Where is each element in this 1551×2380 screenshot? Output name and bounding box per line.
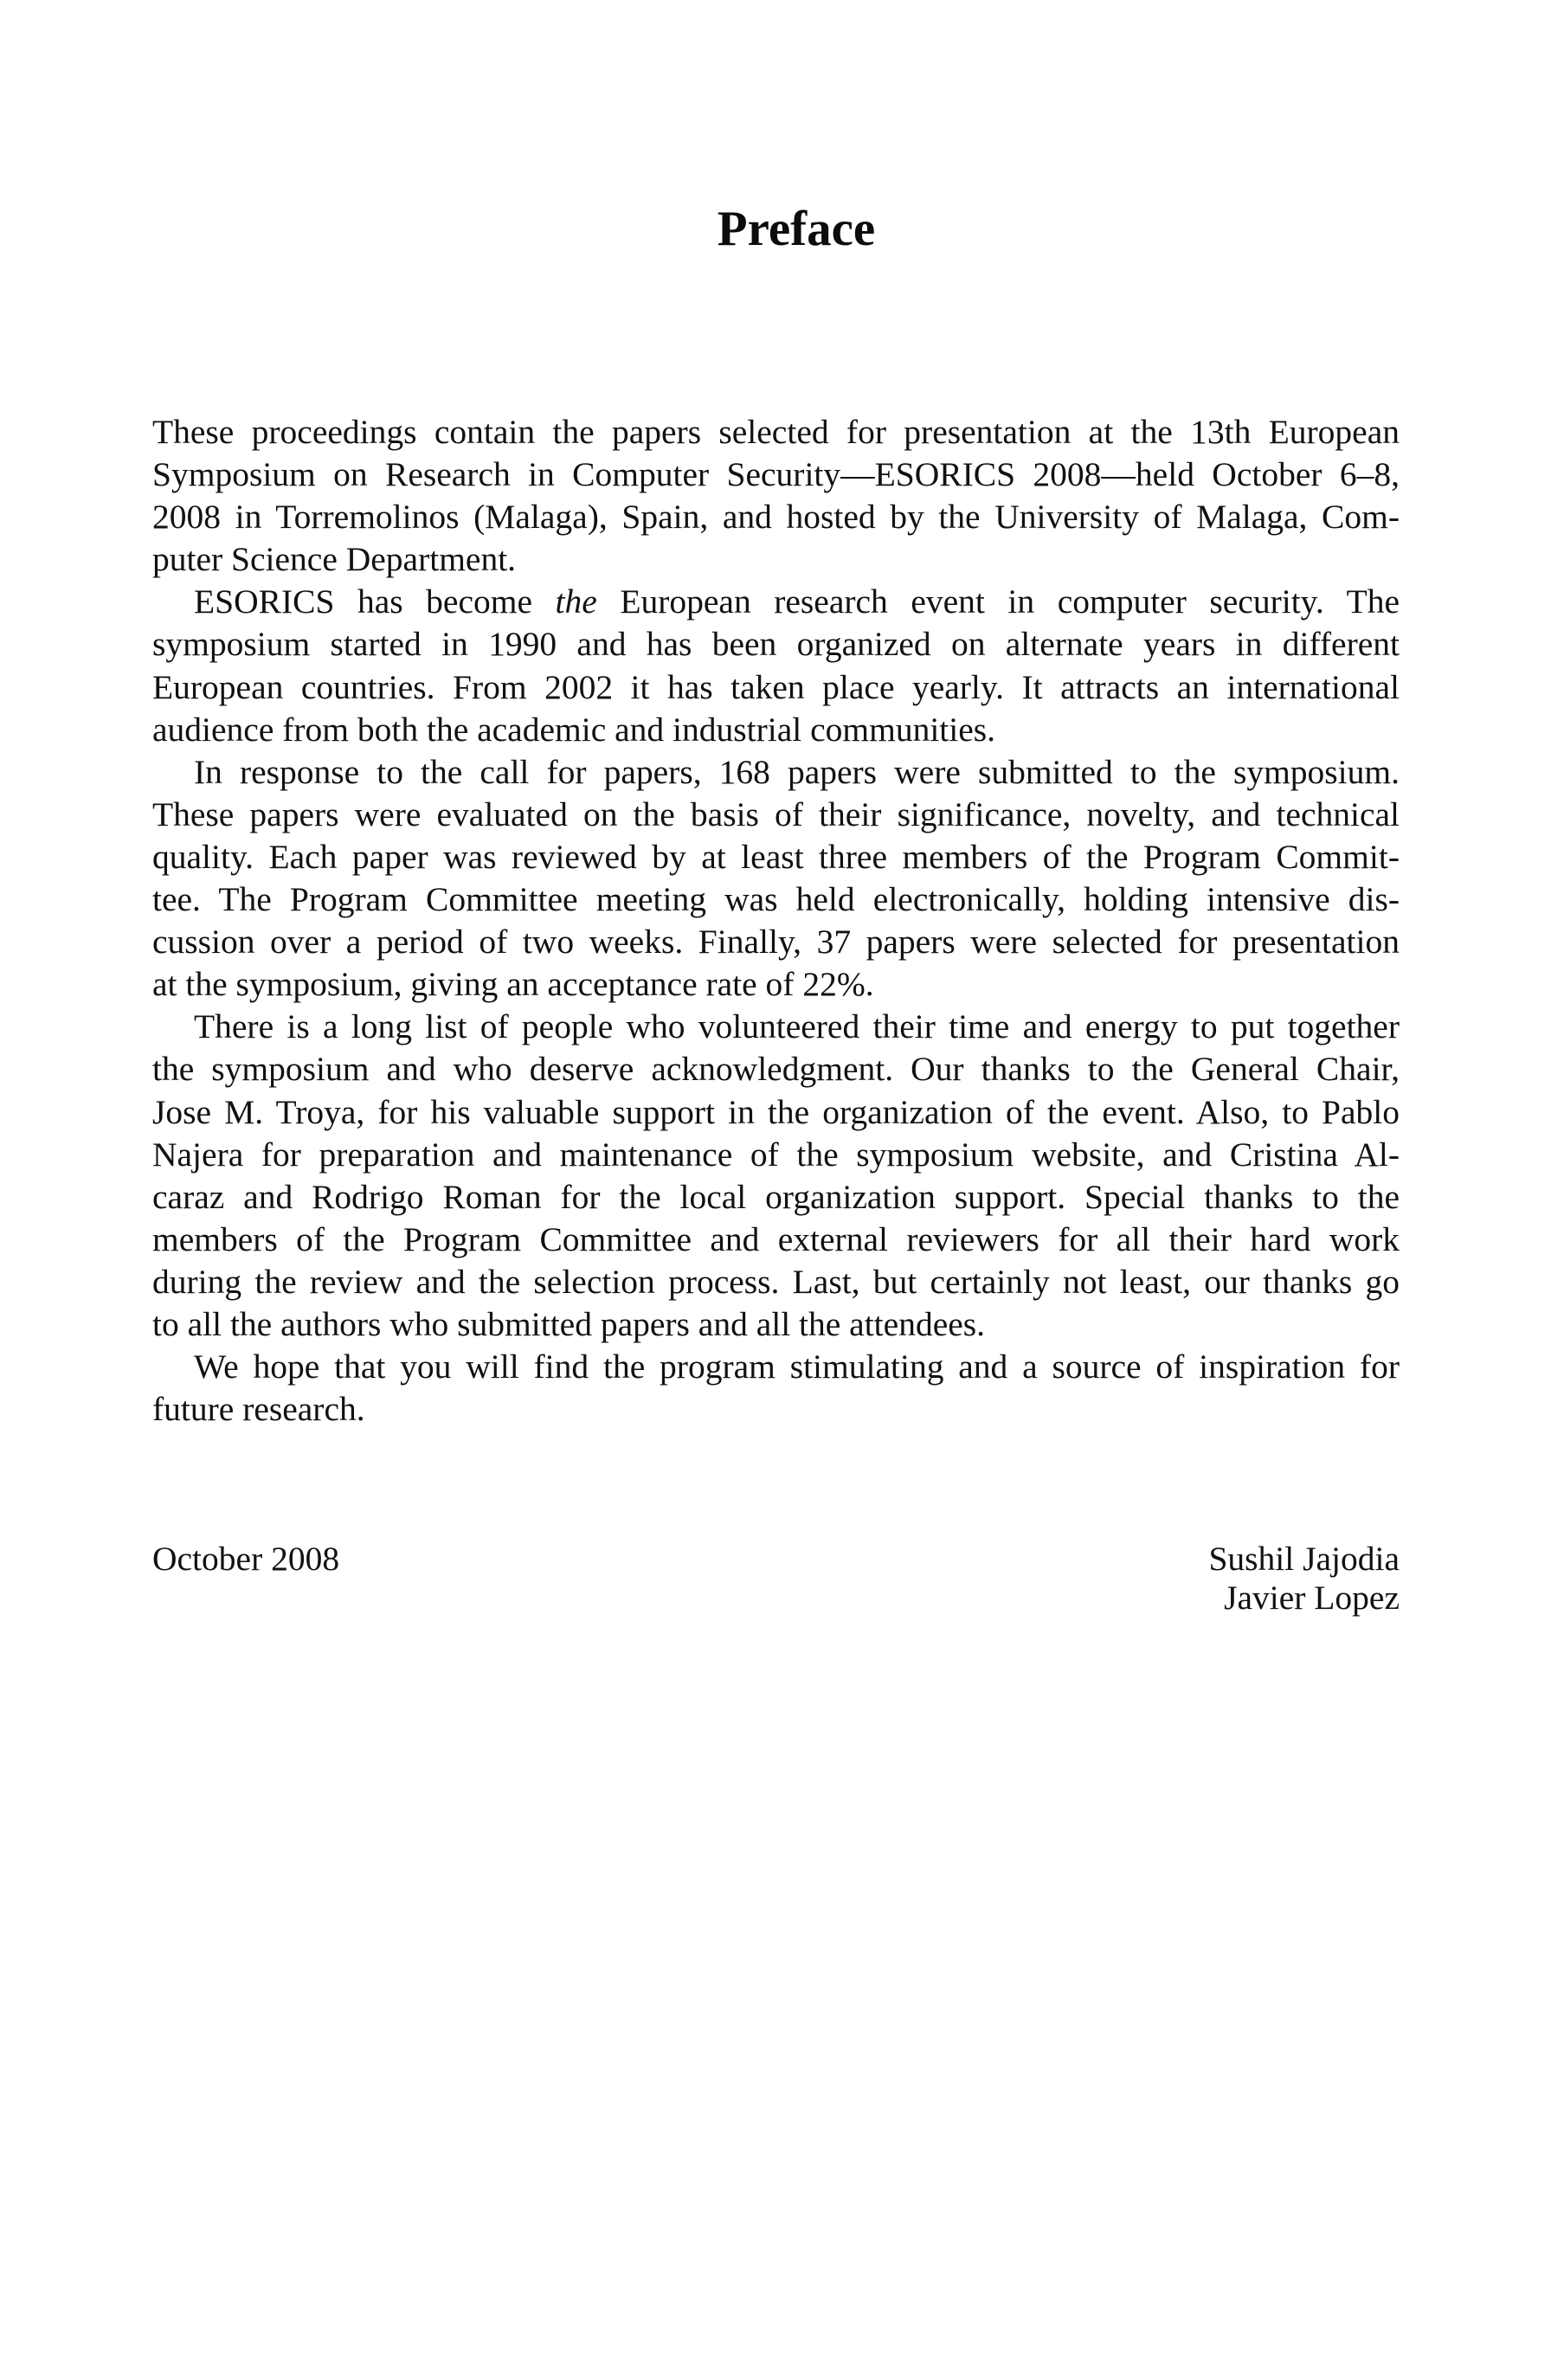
paragraph-esorics-history — [152, 581, 1400, 750]
text-line: future research. — [152, 1390, 365, 1429]
text-line: These papers were evaluated on the basis of their significance, novelty, and technical — [152, 794, 1400, 833]
paragraph-intro — [152, 411, 1400, 581]
text-line: 2008 in Torremolinos (Malaga), Spain, and hosted by the University of Malaga, Com- — [152, 498, 1400, 537]
text-line: These proceedings contain the papers selected for presentation at the 13th European — [152, 413, 1400, 451]
text-line: Jose M. Troya, for his valuable support in the organization of the event. Also, to Pablo — [152, 1092, 1400, 1131]
paragraph-review-process — [152, 751, 1400, 1007]
text-line: puter Science Department. — [152, 540, 517, 579]
emphasis-text: the — [555, 582, 597, 621]
paragraph-closing — [152, 1346, 1400, 1431]
text-line: the symposium and who deserve acknowledgment. Our thanks to the General Chair, — [152, 1050, 1400, 1089]
text-line — [152, 581, 1400, 623]
page-title: Preface — [717, 202, 876, 256]
text-line: We hope that you will find the program stimulating and a source of inspiration for — [194, 1348, 1400, 1386]
preface-body — [152, 411, 1400, 1431]
text-line: tee. The Program Committee meeting was held electronically, holding intensive dis- — [152, 880, 1400, 919]
text-line: In response to the call for papers, 168 papers were submitted to the symposium. — [194, 752, 1400, 791]
author-name: Javier Lopez — [1224, 1579, 1400, 1617]
text-fragment: ESORICS has become — [194, 582, 556, 621]
text-line: European countries. From 2002 it has taken place yearly. It attracts an international — [152, 667, 1400, 706]
text-line: members of the Program Committee and external reviewers for all their hard work — [152, 1219, 1400, 1258]
text-line: Najera for preparation and maintenance of the symposium website, and Cristina Al- — [152, 1135, 1400, 1174]
text-line: cussion over a period of two weeks. Finally, 37 papers were selected for presentation — [152, 923, 1400, 962]
text-line: at the symposium, giving an acceptance rate of 22%. — [152, 965, 874, 1004]
author-name: Sushil Jajodia — [1208, 1540, 1400, 1578]
signature-date: October 2008 — [152, 1540, 340, 1578]
text-line: to all the authors who submitted papers and all the attendees. — [152, 1304, 986, 1343]
signature-authors — [1208, 1540, 1400, 1618]
paragraph-acknowledgments — [152, 1006, 1400, 1346]
text-line: symposium started in 1990 and has been organized on alternate years in different — [152, 625, 1400, 664]
text-line: audience from both the academic and industrial communities. — [152, 710, 996, 749]
text-line: There is a long list of people who volunteered their time and energy to put together — [194, 1007, 1400, 1046]
text-fragment: European research event in computer security. The — [596, 582, 1400, 621]
text-line: during the review and the selection process. Last, but certainly not least, our thanks go — [152, 1262, 1400, 1301]
text-line: caraz and Rodrigo Roman for the local organization support. Special thanks to the — [152, 1177, 1400, 1216]
text-line: quality. Each paper was reviewed by at least three members of the Program Commit- — [152, 837, 1400, 876]
text-line: Symposium on Research in Computer Security—ESORICS 2008—held October 6–8, — [152, 455, 1400, 494]
